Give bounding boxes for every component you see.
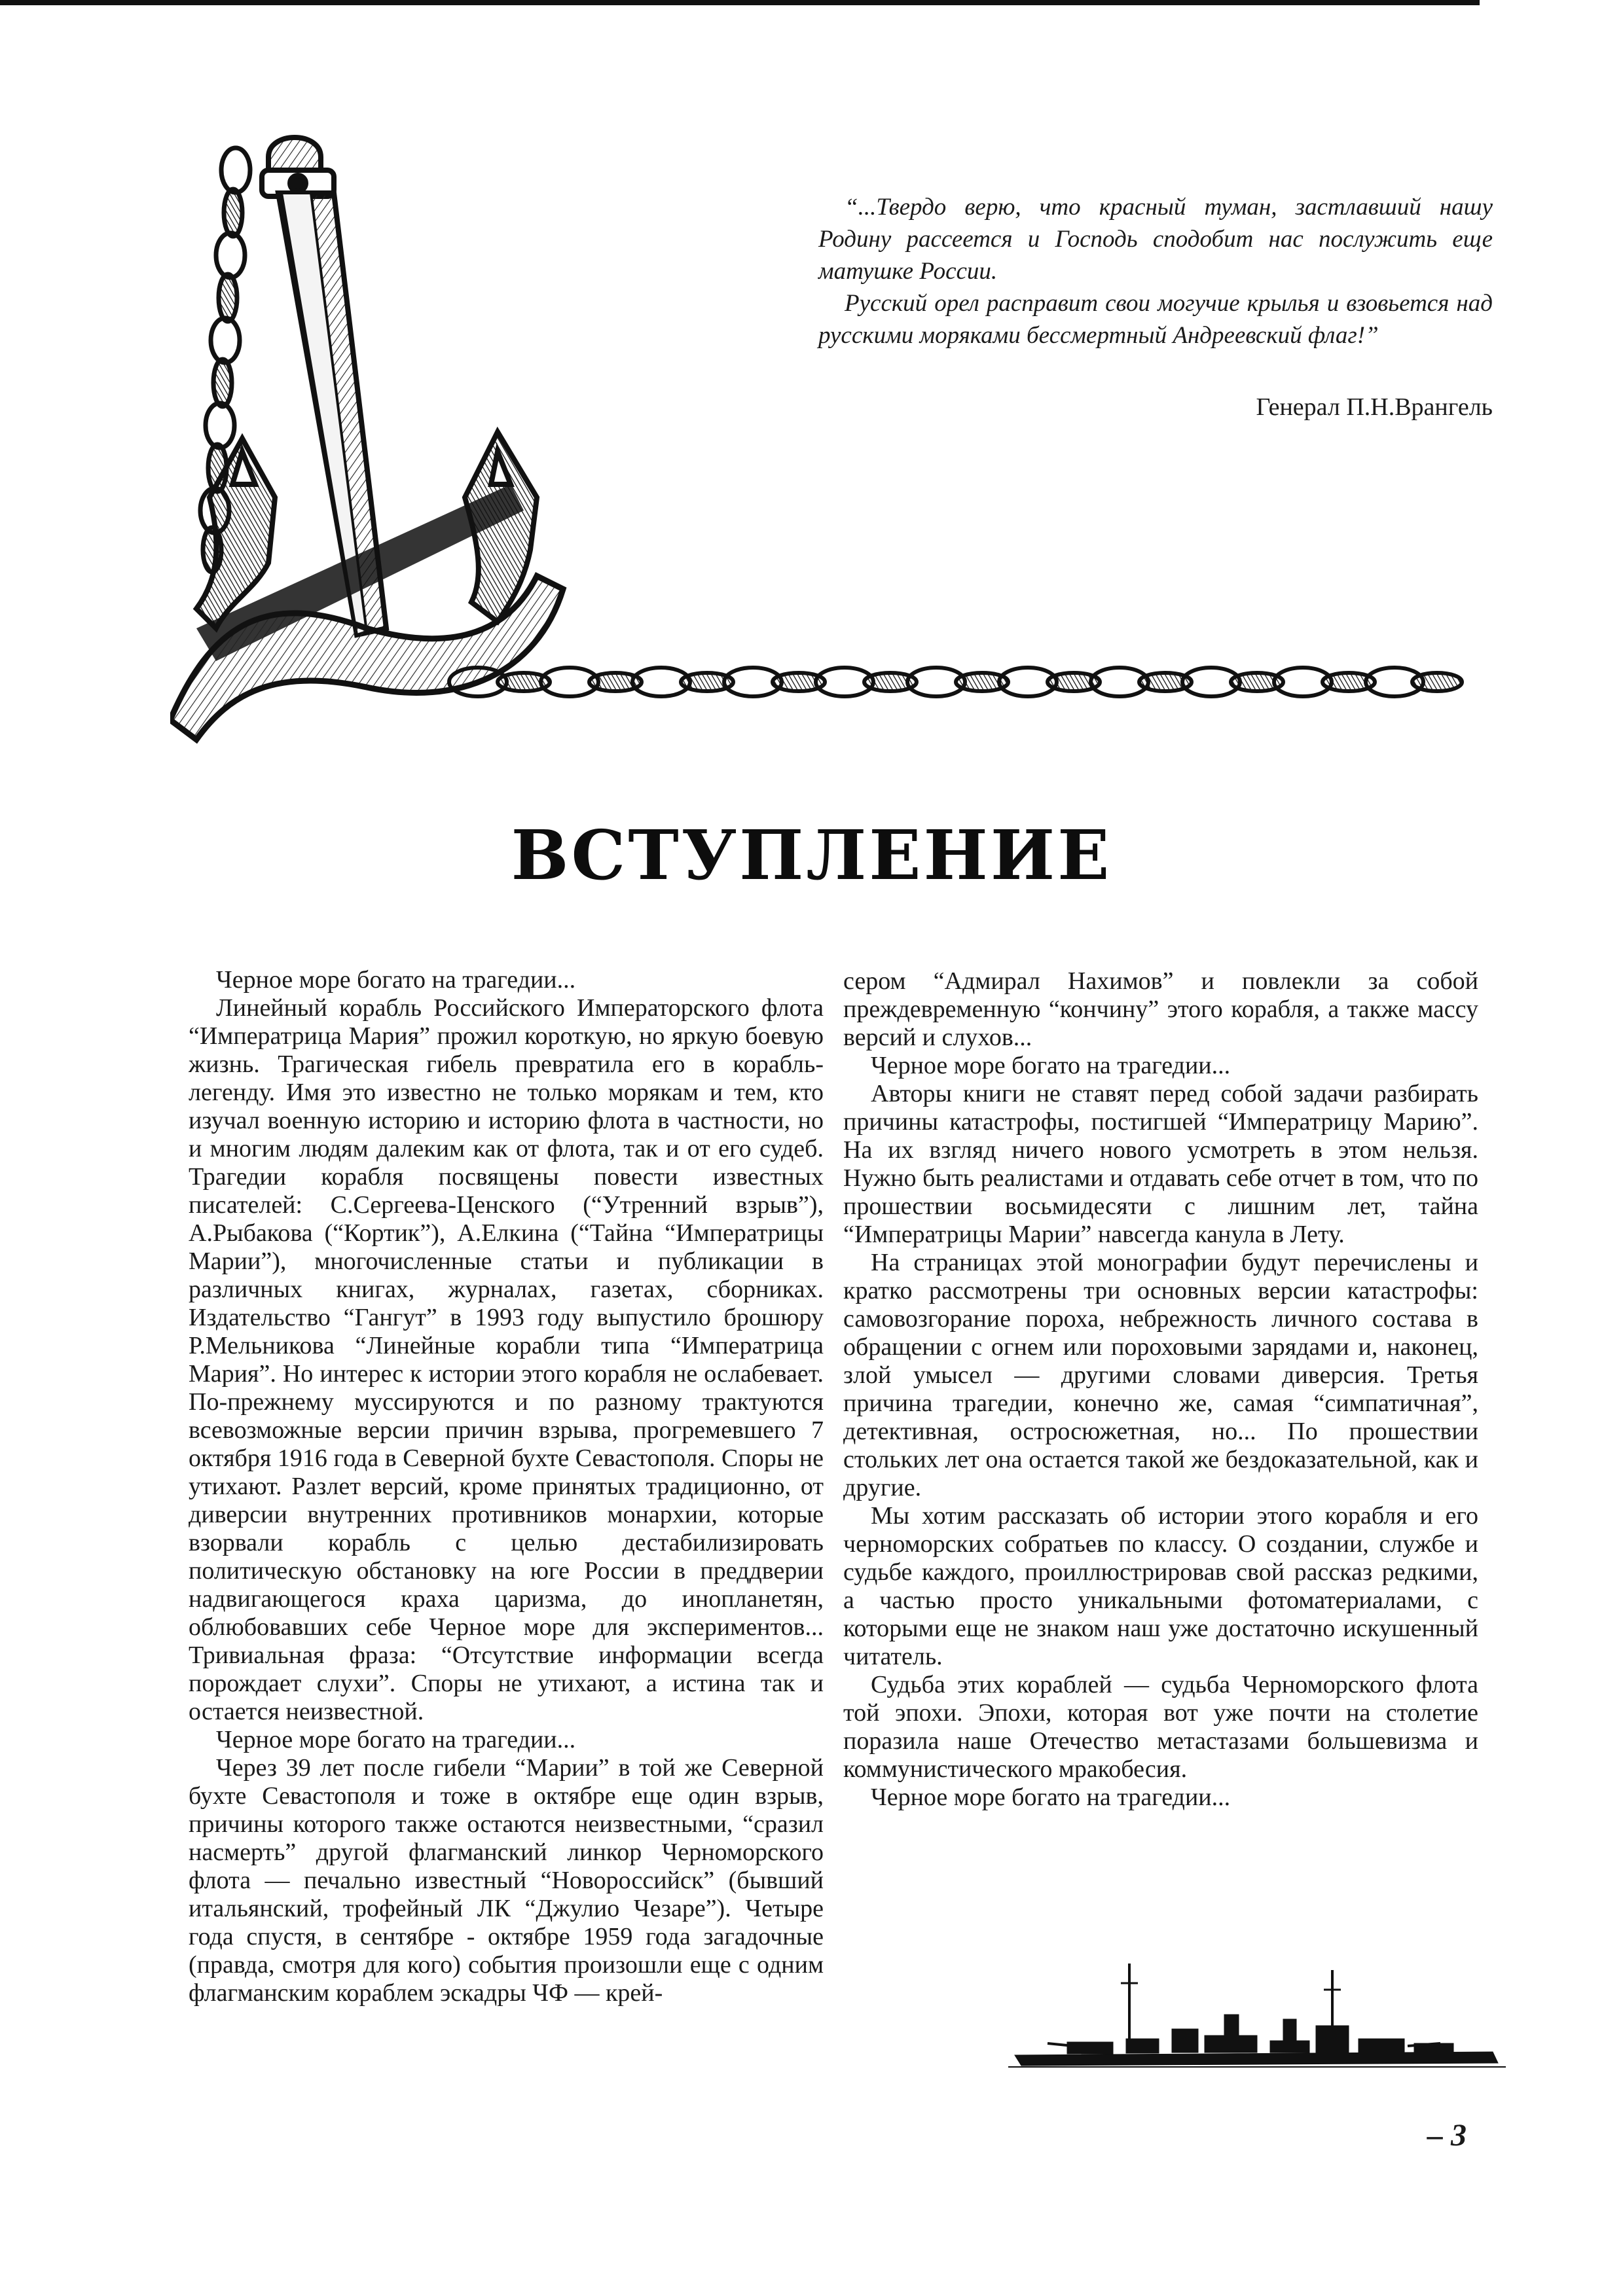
- paragraph: сером “Адмирал Нахимов” и повлекли за собой преждевременную “кончину” этого корабля, а также массу версий и слухов...: [843, 967, 1478, 1051]
- paragraph: Черное море богато на трагедии...: [871, 1784, 1231, 1811]
- paragraph: Линейный корабль Российского Императорского флота “Императрица Мария” прожил короткую, но яркую боевую жизнь. Трагическая гибель превратила его в корабль-легенду. Имя это известно не только морякам и тем, кто изучал военную историю и историю флота в частности, но и многим людям далеким как от флота, так и от его судеб. Трагедии корабля посвящены повести известных писателей: С.Сергеева-Ценского (“Утренний взрыв”), А.Рыбакова (“Кортик”), А.Елкина (“Тайна “Императрицы Марии”), многочисленные статьи и публикации в различных книгах, журналах, газетах, сборниках. Издательство “Гангут” в 1993 году выпустило брошюру Р.Мельникова “Линейные корабли типа “Императрица Мария”. Но интерес к истории этого корабля не ослабевает. По-прежнему муссируются и по разному трактуются всевозможные версии причин взрыва, прогремевшего 7 октября 1916 года в Северной бухте Севастополя. Споры не утихают. Разлет версий, кроме принятых традиционно, от диверсии внутренних противников монархии, которые взорвали корабль с целью дестабилизировать политическую обстановку на юге России в преддверии надвигающегося краха царизма, до инопланетян, облюбовавших себе Черное море для экспериментов... Тривиальная фраза: “Отсутствие информации всегда порождает слухи”. Споры не утихают, а истина так и остается неизвестной.: [189, 994, 824, 1725]
- epigraph-author: Генерал П.Н.Врангель: [1256, 393, 1493, 421]
- text-column-right: [843, 967, 1478, 1812]
- anchor-shackle: [262, 137, 334, 196]
- top-rule: [0, 0, 1480, 5]
- paragraph: Черное море богато на трагедии...: [216, 1726, 576, 1753]
- paragraph: Авторы книги не ставят перед собой задачи разбирать причины катастрофы, постигшей “Императрицу Марию”. На их взгляд ничего нового усмотреть в этом нельзя. Нужно быть реалистами и отдавать себе отчет в том, что по прошествии восьмидесяти с лишним лет, тайна “Императрицы Марии” навсегда канула в Лету.: [843, 1080, 1478, 1248]
- paragraph: Мы хотим рассказать об истории этого корабля и его черноморских собратьев по классу. О создании, службе и судьбе каждого, проиллюстрировав свой рассказ редкими, а частью просто уникальными фотоматериалами, с которыми еще не знаком наш уже достаточно искушенный читатель.: [843, 1502, 1478, 1670]
- paragraph: Через 39 лет после гибели “Марии” в той же Северной бухте Севастополя и тоже в октябре еще один взрыв, причины которого также остаются неизвестными, “сразил насмерть” другой флагманский линкор Черноморского флота — печально известный “Новороссийск” (бывший итальянский, трофейный ЛК “Джулио Чезаре”). Четыре года спустя, в сентябре - октябре 1959 года загадочные (правда, смотря для кого) события произошли еще с одним флагманским кораблем эскадры ЧФ — крей-: [189, 1754, 824, 2007]
- text-column-left: [189, 966, 824, 2007]
- paragraph: Черное море богато на трагедии...: [216, 966, 576, 994]
- epigraph-paragraph: “...Твердо верю, что красный туман, застлавший нашу Родину рассеется и Господь сподобит нас послужить еще матушке России.: [818, 194, 1493, 285]
- paragraph: Судьба этих кораблей — судьба Черноморского флота той эпохи. Эпохи, которая вот уже почти на столетие поразила наше Отечество метастазами большевизма и коммунистического мракобесия.: [843, 1671, 1478, 1783]
- page-title: ВСТУПЛЕНИЕ: [511, 815, 1112, 895]
- epigraph-paragraph: Русский орел расправит свои могучие крылья и взовьется над русскими моряками бессмертный Андреевский флаг!”: [818, 290, 1493, 349]
- page-number: – 3: [1427, 2118, 1467, 2153]
- horizontal-chain: [449, 668, 1462, 696]
- battleship-silhouette: [1008, 1957, 1506, 2075]
- paragraph: На страницах этой монографии будут перечислены и кратко рассмотрены три основных версии катастрофы: самовозгорание пороха, небрежность личного состава в обращении с огнем или пороховыми зарядами и, наконец, злой умысел — другими словами диверсия. Третья причина трагедии, конечно же, самая “симпатичная”, детективная, остросюжетная, но... По прошествии стольких лет она остается такой же бездоказательной, как и другие.: [843, 1249, 1478, 1501]
- epigraph: [818, 191, 1493, 351]
- paragraph: Черное море богато на трагедии...: [871, 1052, 1231, 1079]
